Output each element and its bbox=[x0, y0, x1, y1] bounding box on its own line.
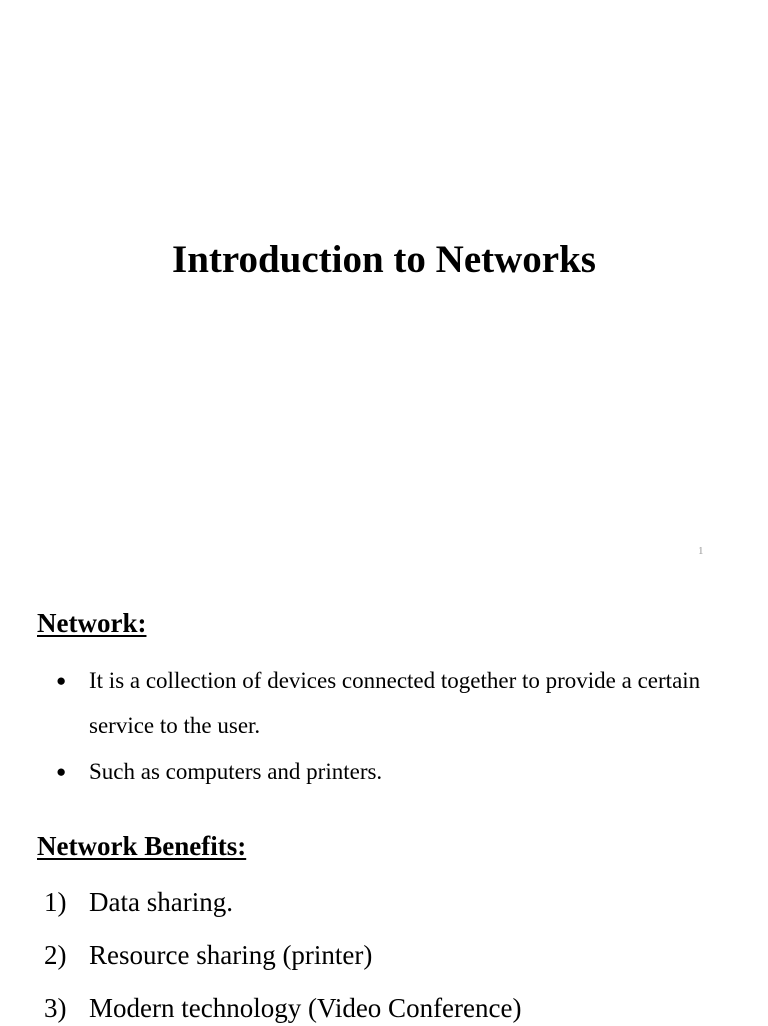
page-number: 1 bbox=[698, 545, 704, 557]
benefit-text: Resource sharing (printer) bbox=[89, 940, 373, 970]
benefit-number: 3) bbox=[44, 993, 67, 1023]
benefit-number: 1) bbox=[44, 887, 67, 917]
bullet-text: It is a collection of devices connected together to provide a certain service to the user. bbox=[89, 668, 701, 738]
bullet-text: Such as computers and printers. bbox=[89, 759, 383, 784]
bullet-item bbox=[56, 749, 736, 794]
benefit-number: 2) bbox=[44, 940, 67, 970]
benefit-item bbox=[44, 937, 372, 973]
slide-title: Introduction to Networks bbox=[172, 238, 596, 281]
benefit-text: Modern technology (Video Conference) bbox=[89, 993, 522, 1023]
benefit-text: Data sharing. bbox=[89, 887, 233, 917]
bullet-item bbox=[56, 658, 736, 748]
benefit-item bbox=[44, 990, 521, 1026]
benefit-item bbox=[44, 884, 233, 920]
network-benefits-heading: Network Benefits: bbox=[37, 831, 247, 861]
bullet-icon: ● bbox=[56, 762, 67, 781]
bullet-icon: ● bbox=[56, 671, 67, 690]
network-heading: Network: bbox=[37, 608, 147, 638]
